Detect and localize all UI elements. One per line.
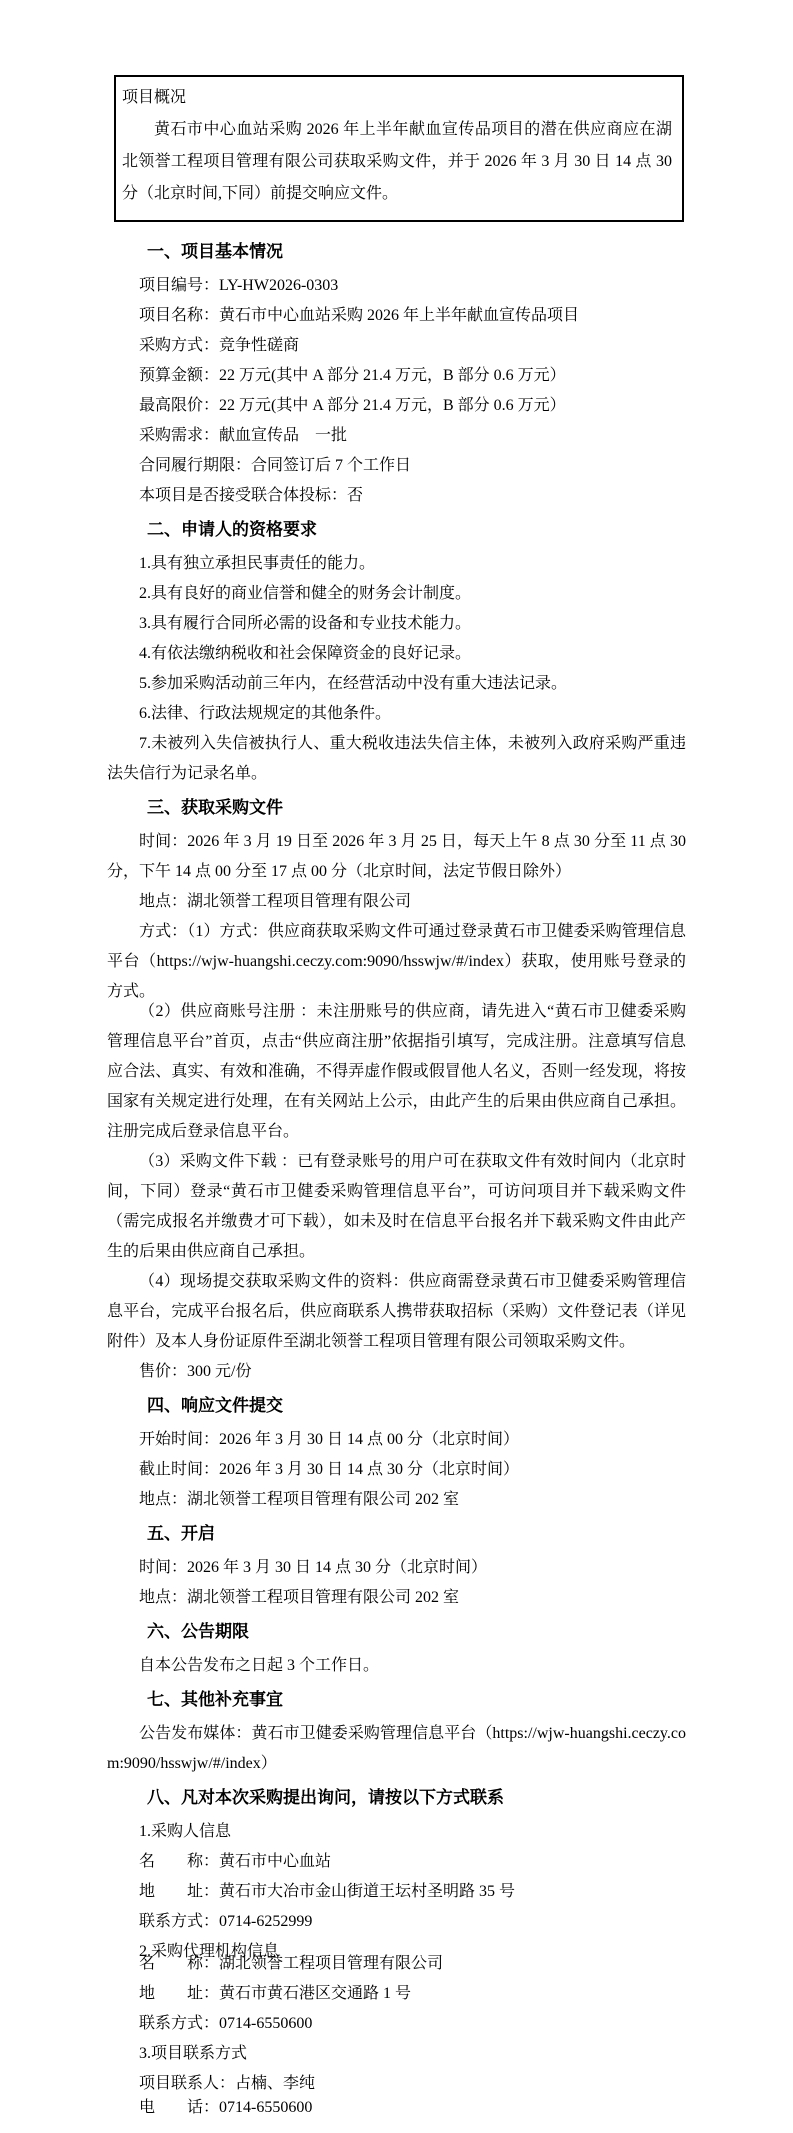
project-contact-label: 3.项目联系方式 [139,2045,248,2062]
agency-name: 名 称：湖北领誉工程项目管理有限公司 [139,1955,444,1972]
project-contact-phone: 电 话：0714-6550600 [139,2099,313,2116]
agency-address: 地 址：黄石市黄石港区交通路 1 号 [139,1985,412,2002]
purchaser-info-label: 1.采购人信息 [139,1823,232,1840]
section-heading-obtain-documents: 三、获取采购文件 [147,798,283,817]
section-heading-supplementary: 七、其他补充事宜 [147,1690,283,1709]
contract-period: 合同履行期限：合同签订后 7 个工作日 [139,457,412,474]
obtain-method-login: 方式：（1）方式：供应商获取采购文件可通过登录黄石市卫健委采购管理信息平台（https://wjw-huangshi.ceczy.com:9090/hsswjw/#/index）获取，使用账号登录的方式。 [107,923,686,1000]
procurement-method: 采购方式：竞争性磋商 [139,337,300,354]
obtain-method-download: （3）采购文件下载 ：已有登录账号的用户可在获取文件有效时间内（北京时间，下同）登录“黄石市卫健委采购管理信息平台”，可访问项目并下载采购文件（需完成报名并缴费才可下载），如未及时在信息平台报名并下载采购文件由此产生的后果由供应商自己承担。 [107,1153,686,1260]
qualification-item: 5.参加采购活动前三年内，在经营活动中没有重大违法记录。 [139,675,568,692]
section-heading-opening: 五、开启 [147,1524,215,1543]
obtain-method-onsite: （4）现场提交获取采购文件的资料：供应商需登录黄石市卫健委采购管理信息平台，完成平台报名后，供应商联系人携带获取招标（采购）文件登记表（详见附件）及本人身份证原件至湖北领誉工程项目管理有限公司领取采购文件。 [107,1273,686,1350]
max-price-limit: 最高限价：22 万元(其中 A 部分 21.4 万元，B 部分 0.6 万元） [139,397,566,414]
submission-deadline: 截止时间：2026 年 3 月 30 日 14 点 30 分（北京时间） [139,1461,520,1478]
section-heading-response-submission: 四、响应文件提交 [147,1396,283,1415]
agency-info-label: 2.采购代理机构信息 [139,1943,280,1960]
procurement-demand: 采购需求：献血宣传品 一批 [139,427,348,444]
project-contact-persons: 项目联系人：占楠、李纯 [139,2075,316,2092]
qualification-item: 2.具有良好的商业信誉和健全的财务会计制度。 [139,585,472,602]
consortium-bidding: 本项目是否接受联合体投标：否 [139,487,364,504]
obtain-location: 地点：湖北领誉工程项目管理有限公司 [139,893,412,910]
document-price: 售价：300 元/份 [139,1363,252,1380]
agency-phone: 联系方式：0714-6550600 [139,2015,313,2032]
section-heading-announcement-period: 六、公告期限 [147,1622,249,1641]
submission-location: 地点：湖北领誉工程项目管理有限公司 202 室 [139,1491,460,1508]
purchaser-address: 地 址：黄石市大冶市金山街道王坛村圣明路 35 号 [139,1883,516,1900]
notice-body [107,236,686,2123]
section-heading-qualifications: 二、申请人的资格要求 [147,520,317,539]
qualification-item: 1.具有独立承担民事责任的能力。 [139,555,376,572]
obtain-method-register: （2）供应商账号注册 ：未注册账号的供应商，请先进入“黄石市卫健委采购管理信息平台”首页，点击“供应商注册”依据指引填写，完成注册。注意填写信息应合法、真实、有效和准确，不得弄虚作假或假冒他人名义，否则一经发现，将按国家有关规定进行处理，在有关网站上公示，由此产生的后果由供应商自己承担。注册完成后登录信息平台。 [107,1003,686,1140]
qualification-item: 6.法律、行政法规规定的其他条件。 [139,705,392,722]
project-overview-box [114,75,684,222]
overview-body: 黄石市中心血站采购 2026 年上半年献血宣传品项目的潜在供应商应在湖北领誉工程项目管理有限公司获取采购文件，并于 2026 年 3 月 30 日 14 点 30 分（北京时间,下同）前提交响应文件。 [122,121,672,202]
announcement-period: 自本公告发布之日起 3 个工作日。 [139,1657,380,1674]
announcement-media: 公告发布媒体：黄石市卫健委采购管理信息平台（https://wjw-huangshi.ceczy.com:9090/hsswjw/#/index） [107,1725,686,1772]
opening-location: 地点：湖北领誉工程项目管理有限公司 202 室 [139,1589,460,1606]
obtain-time: 时间：2026 年 3 月 19 日至 2026 年 3 月 25 日，每天上午 8 点 30 分至 11 点 30 分，下午 14 点 00 分至 17 点 00 分（北京时间，法定节假日除外） [107,833,686,880]
section-heading-contacts: 八、凡对本次采购提出询问，请按以下方式联系 [147,1788,504,1807]
overview-title: 项目概况 [122,89,187,106]
qualification-item: 4.有依法缴纳税收和社会保障资金的良好记录。 [139,645,472,662]
purchaser-phone: 联系方式：0714-6252999 [139,1913,313,1930]
opening-time: 时间：2026 年 3 月 30 日 14 点 30 分（北京时间） [139,1559,488,1576]
project-number: 项目编号：LY-HW2026-0303 [139,277,339,294]
budget-amount: 预算金额：22 万元(其中 A 部分 21.4 万元，B 部分 0.6 万元） [139,367,566,384]
section-heading-basic-info: 一、项目基本情况 [147,242,283,261]
qualification-item: 3.具有履行合同所必需的设备和专业技术能力。 [139,615,472,632]
project-name: 项目名称：黄石市中心血站采购 2026 年上半年献血宣传品项目 [139,307,580,324]
qualification-item: 7.未被列入失信被执行人、重大税收违法失信主体，未被列入政府采购严重违法失信行为记录名单。 [107,735,686,782]
purchaser-name: 名 称：黄石市中心血站 [139,1853,332,1870]
submission-start-time: 开始时间：2026 年 3 月 30 日 14 点 00 分（北京时间） [139,1431,520,1448]
